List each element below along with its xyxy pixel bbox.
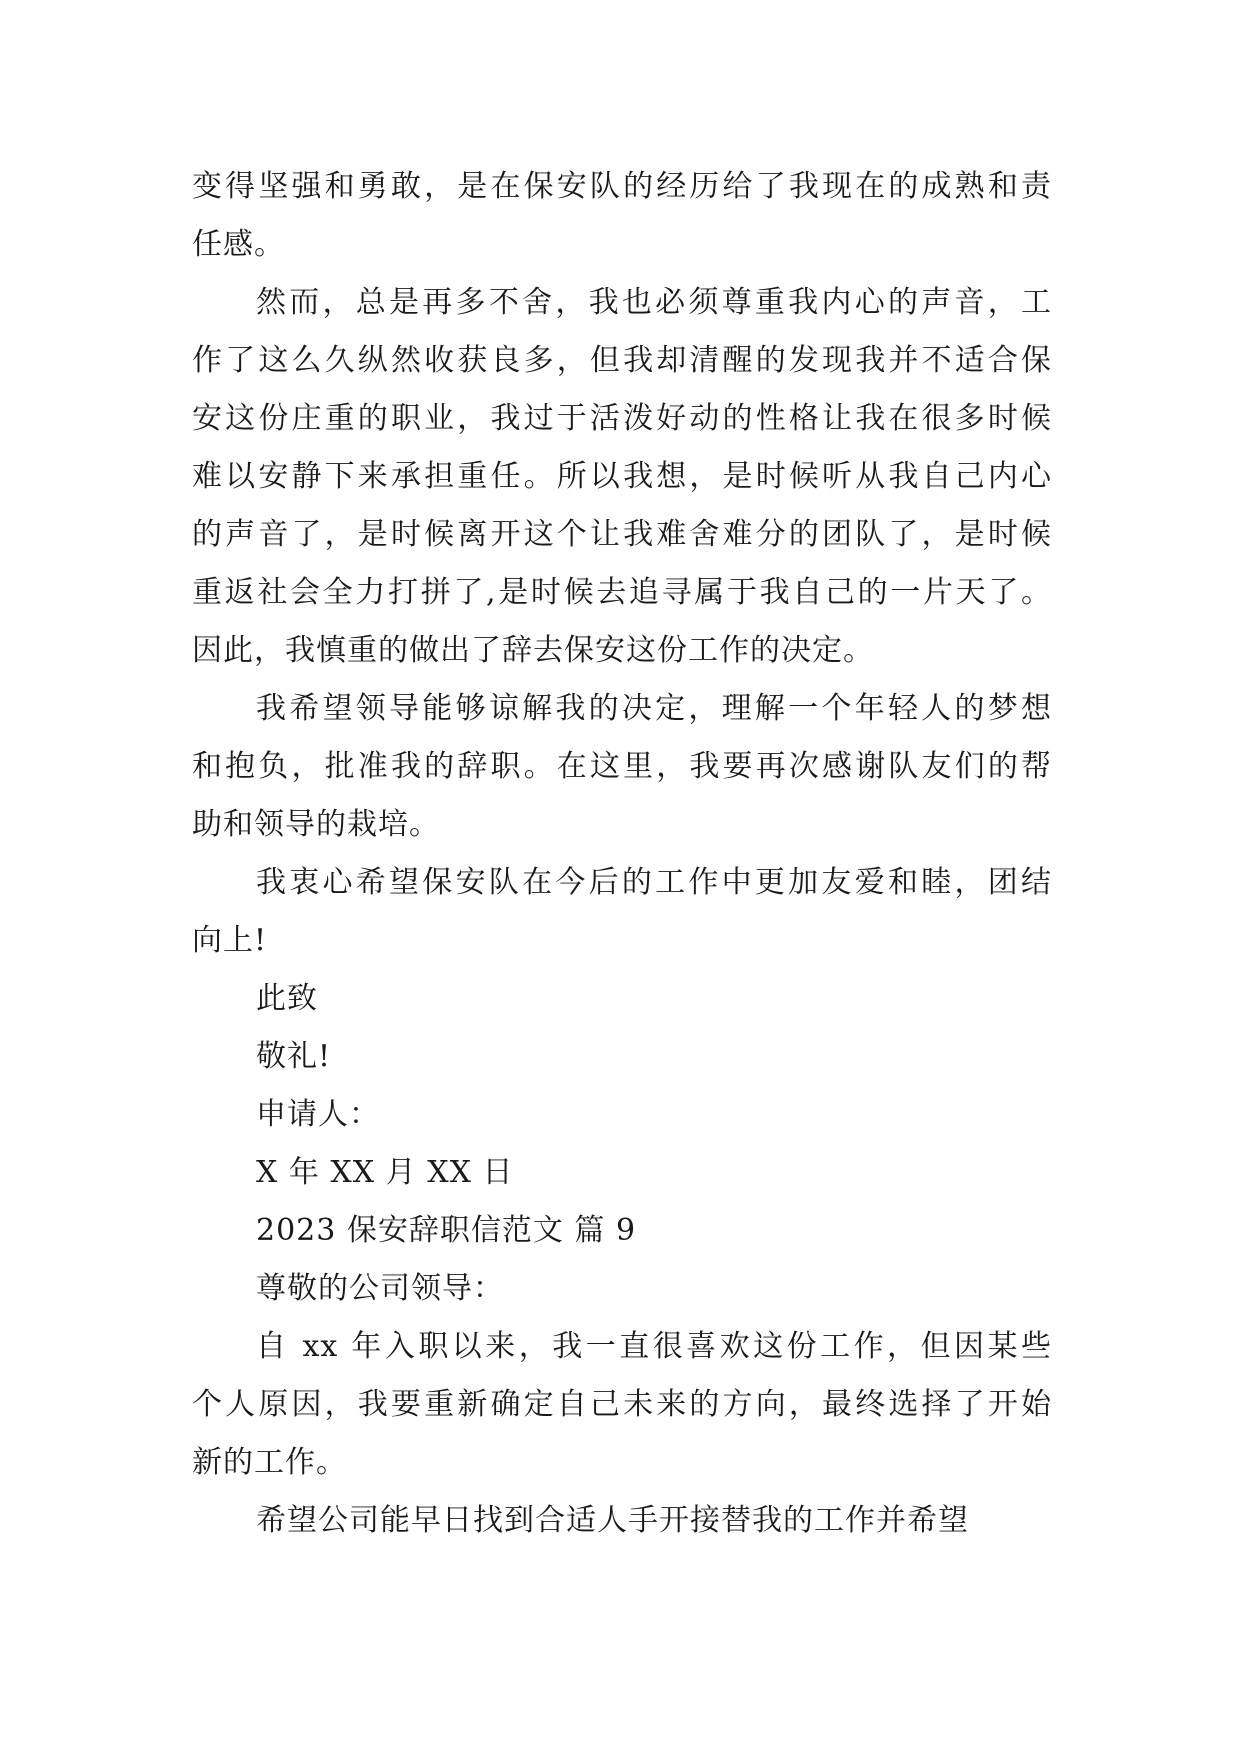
text-line: 重返社会全力打拼了,是时候去追寻属于我自己的一片天了。 xyxy=(192,575,1052,610)
text-line: 申请人： xyxy=(256,1097,380,1132)
text-line: 我衷心希望保安队在今后的工作中更加友爱和睦，团结 xyxy=(256,865,1052,900)
text-line: 作了这么久纵然收获良多，但我却清醒的发现我并不适合保 xyxy=(192,343,1052,378)
text-line: 个人原因，我要重新确定自己未来的方向，最终选择了开始 xyxy=(192,1387,1052,1422)
text-line: X 年 XX 月 XX 日 xyxy=(256,1155,514,1190)
paragraph xyxy=(192,1144,1052,1202)
document-body xyxy=(192,158,1052,1550)
text-line: 的声音了，是时候离开这个让我难舍难分的团队了，是时候 xyxy=(192,517,1052,552)
text-line: 助和领导的栽培。 xyxy=(192,807,440,842)
text-line: 希望公司能早日找到合适人手开接替我的工作并希望 xyxy=(256,1503,969,1538)
text-line: 向上! xyxy=(192,923,268,958)
text-line: 因此，我慎重的做出了辞去保安这份工作的决定。 xyxy=(192,633,874,668)
text-line: 和抱负，批准我的辞职。在这里，我要再次感谢队友们的帮 xyxy=(192,749,1052,784)
text-line: 2023 保安辞职信范文 篇 9 xyxy=(256,1213,637,1248)
text-line: 安这份庄重的职业，我过于活泼好动的性格让我在很多时候 xyxy=(192,401,1052,436)
paragraph xyxy=(192,1028,1052,1086)
paragraph xyxy=(192,274,1052,680)
text-line: 变得坚强和勇敢，是在保安队的经历给了我现在的成熟和责 xyxy=(192,169,1052,204)
text-line: 任感。 xyxy=(192,227,285,262)
text-line: 敬礼! xyxy=(256,1039,332,1074)
paragraph xyxy=(192,1202,1052,1260)
text-line: 然而，总是再多不舍，我也必须尊重我内心的声音，工 xyxy=(256,285,1052,320)
paragraph xyxy=(192,1318,1052,1492)
text-line: 我希望领导能够谅解我的决定，理解一个年轻人的梦想 xyxy=(256,691,1052,726)
paragraph xyxy=(192,1492,1052,1550)
text-line: 此致 xyxy=(256,981,318,1016)
paragraph xyxy=(192,854,1052,970)
text-line: 尊敬的公司领导： xyxy=(256,1271,504,1306)
paragraph xyxy=(192,970,1052,1028)
text-line: 自 xx 年入职以来，我一直很喜欢这份工作，但因某些 xyxy=(256,1329,1052,1364)
text-line: 难以安静下来承担重任。所以我想，是时候听从我自己内心 xyxy=(192,459,1052,494)
paragraph xyxy=(192,1260,1052,1318)
paragraph xyxy=(192,1086,1052,1144)
text-line: 新的工作。 xyxy=(192,1445,347,1480)
paragraph xyxy=(192,158,1052,274)
paragraph xyxy=(192,680,1052,854)
